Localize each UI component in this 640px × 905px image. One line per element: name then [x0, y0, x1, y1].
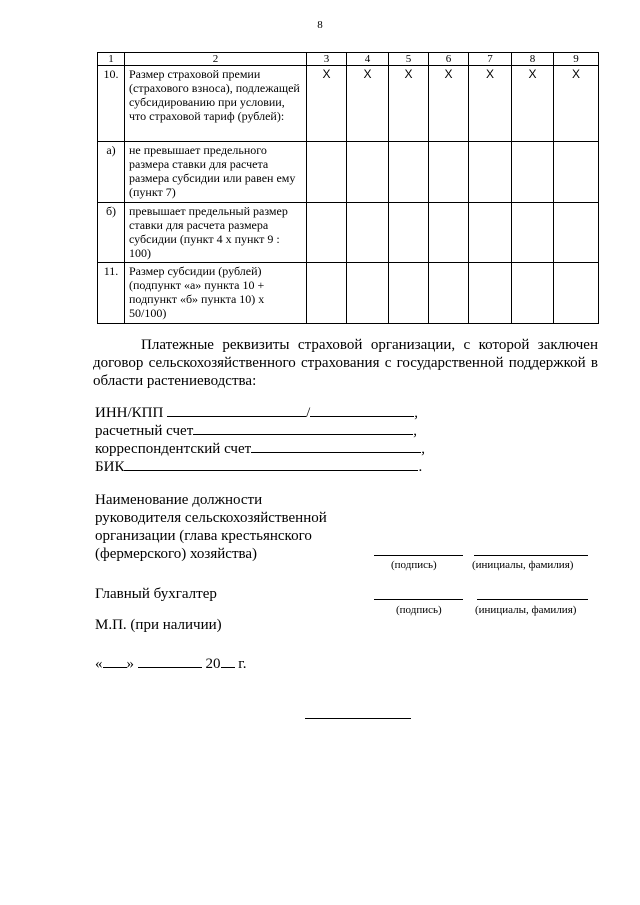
kpp-input-line[interactable]	[310, 403, 414, 417]
table-cell	[429, 263, 469, 324]
header-cell: 5	[389, 53, 429, 66]
table-cell	[512, 66, 554, 142]
head-name-caption: (инициалы, фамилия)	[472, 559, 574, 571]
table-row	[98, 263, 599, 324]
inn-kpp-label: ИНН/КПП	[95, 405, 164, 421]
cell-value: Х	[444, 67, 453, 81]
paragraph-text: Платежные реквизиты страховой организации, с которой заключен договор сельскохозяйственного страхования с государственной поддержкой в области растениеводства:	[93, 337, 598, 389]
cell-value: Х	[322, 67, 331, 81]
table-row	[98, 203, 599, 263]
stamp-label: М.П. (при наличии)	[95, 617, 222, 633]
bik-input-line[interactable]	[124, 457, 418, 471]
year-prefix: 20	[205, 656, 221, 672]
table-row	[98, 66, 599, 142]
table-cell	[347, 66, 389, 142]
accountant-label: Главный бухгалтер	[95, 586, 217, 602]
corr-account-label: корреспондентский счет	[95, 441, 252, 457]
table-cell	[469, 263, 512, 324]
payment-details-paragraph	[93, 336, 598, 390]
account-label: расчетный счет	[95, 423, 194, 439]
corr-account-field: корреспондентский счет ,	[95, 441, 425, 457]
header-cell: 9	[554, 53, 599, 66]
cell-value: Х	[363, 67, 372, 81]
account-input-line[interactable]	[193, 421, 413, 435]
table-cell	[347, 263, 389, 324]
year-input-line[interactable]	[221, 654, 235, 668]
header-cell: 8	[512, 53, 554, 66]
table-cell	[307, 142, 347, 203]
accountant-name-line[interactable]	[477, 599, 588, 600]
header-cell: 4	[347, 53, 389, 66]
bik-field: БИК .	[95, 459, 423, 475]
table-row	[98, 142, 599, 203]
head-name-line[interactable]	[474, 555, 588, 556]
table-cell	[512, 142, 554, 203]
table-cell	[512, 203, 554, 263]
day-input-line[interactable]	[103, 654, 127, 668]
table-cell	[389, 142, 429, 203]
table-cell	[347, 142, 389, 203]
month-input-line[interactable]	[138, 654, 202, 668]
date-line	[95, 654, 246, 673]
header-cell: 6	[429, 53, 469, 66]
date-open-quote: «	[95, 656, 103, 672]
table-cell	[389, 203, 429, 263]
table-cell	[469, 203, 512, 263]
row-number: б)	[98, 203, 125, 263]
table-cell	[389, 263, 429, 324]
table-cell	[512, 263, 554, 324]
accountant-name-caption: (инициалы, фамилия)	[475, 604, 577, 616]
cell-value: Х	[528, 67, 537, 81]
inn-kpp-field: ИНН/КПП / ,	[95, 405, 419, 421]
cell-value: Х	[571, 67, 580, 81]
table-cell	[554, 263, 599, 324]
inn-input-line[interactable]	[167, 403, 306, 417]
table-header-row	[98, 53, 599, 66]
table-cell	[429, 203, 469, 263]
accountant-signature-caption: (подпись)	[396, 604, 442, 616]
table-cell	[554, 203, 599, 263]
table-cell	[429, 66, 469, 142]
corr-account-input-line[interactable]	[251, 439, 421, 453]
table-cell	[429, 142, 469, 203]
page-number: 8	[317, 19, 323, 31]
inn-kpp-separator: /	[306, 405, 311, 421]
row-description: не превышает предельного размера ставки для расчета размера субсидии или равен ему (пункт 7)	[125, 142, 307, 203]
row-number: а)	[98, 142, 125, 203]
header-cell: 3	[307, 53, 347, 66]
head-signature-caption: (подпись)	[391, 559, 437, 571]
cell-value: Х	[404, 67, 413, 81]
table-cell	[347, 203, 389, 263]
bik-label: БИК	[95, 459, 125, 475]
year-suffix: г.	[238, 656, 247, 672]
header-cell: 1	[98, 53, 125, 66]
table-cell	[469, 142, 512, 203]
table-cell	[307, 66, 347, 142]
row-description: превышает предельный размер ставки для расчета размера субсидии (пункт 4 х пункт 9 : 100)	[125, 203, 307, 263]
row-description: Размер субсидии (рублей) (подпункт «а» пункта 10 + подпункт «б» пункта 10) х 50/100)	[125, 263, 307, 324]
head-signature-line[interactable]	[374, 555, 463, 556]
header-cell: 7	[469, 53, 512, 66]
table-cell	[554, 142, 599, 203]
row-number: 10.	[98, 66, 125, 142]
accountant-signature-line[interactable]	[374, 599, 463, 600]
row-number: 11.	[98, 263, 125, 324]
row-description: Размер страховой премии (страхового взноса), подлежащей субсидированию при условии, что страховой тариф (рублей):	[125, 66, 307, 142]
table-cell	[389, 66, 429, 142]
account-field: расчетный счет ,	[95, 423, 418, 439]
head-position-label: Наименование должности руководителя сельскохозяйственной организации (глава крестьянского (фермерского) хозяйства)	[95, 492, 327, 562]
table-cell	[554, 66, 599, 142]
date-close-quote: »	[126, 656, 134, 672]
table-cell	[307, 263, 347, 324]
table-cell	[469, 66, 512, 142]
table-cell	[307, 203, 347, 263]
subsidy-table	[97, 52, 599, 324]
cell-value: Х	[485, 67, 494, 81]
header-cell: 2	[125, 53, 307, 66]
end-separator-line	[305, 718, 411, 719]
